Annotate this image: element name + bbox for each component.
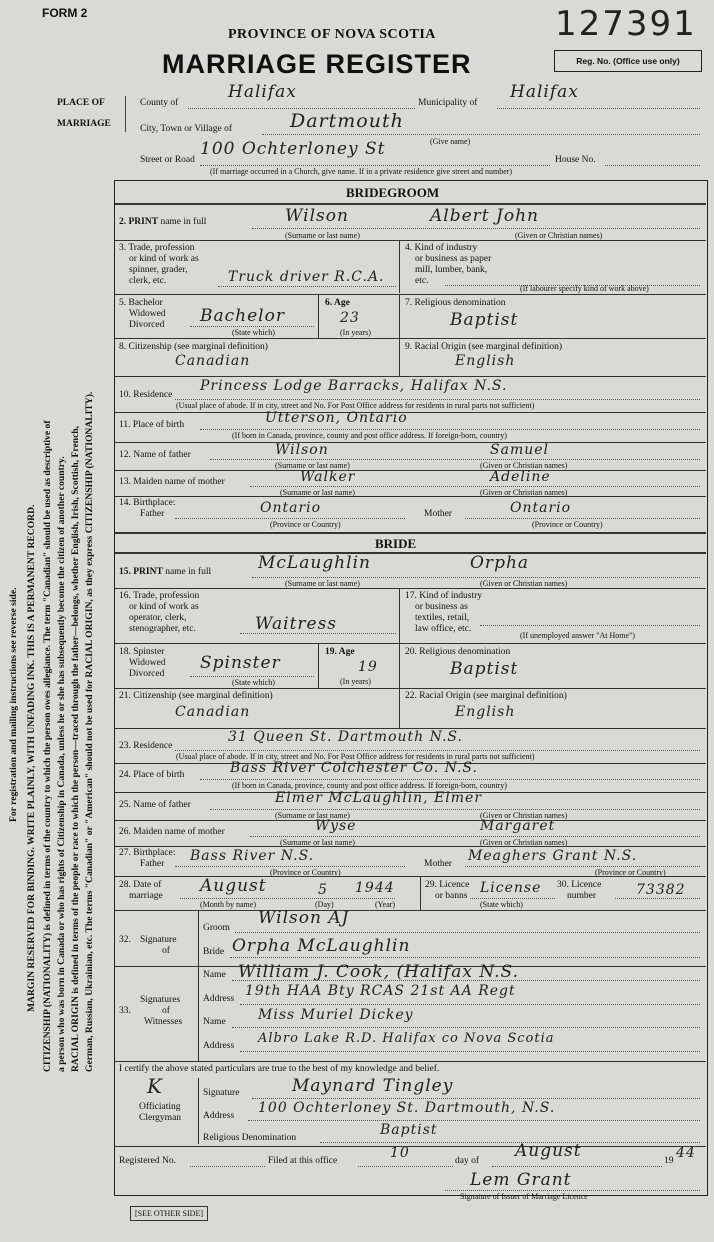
f20-label: 20. Religious denomination xyxy=(405,647,511,657)
side-text-6: German, Russian, Ukrainian, etc. The terms "Canadian" or "American" should not be used for RACIAL ORIGIN, as they express CITIZENSHIP (NATIONALITY). xyxy=(84,391,95,1072)
groom-mother-surname: Walker xyxy=(300,469,356,485)
f33-number: 33. xyxy=(119,1006,131,1016)
f9-label: 9. Racial Origin (see marginal definition) xyxy=(405,342,563,352)
bride-given-caption: (Given or Christian names) xyxy=(480,579,568,588)
form-number: FORM 2 xyxy=(42,6,88,20)
certify-text: I certify the above stated particulars are true to the best of my knowledge and belief. xyxy=(119,1064,440,1074)
bride-mother-birthplace: Meaghers Grant N.S. xyxy=(468,848,638,864)
f27-mother-caption: (Province or Country) xyxy=(595,868,666,877)
f14-father-word: Father xyxy=(140,509,165,519)
side-text-4: a person who was born in Canada or who has rights of Citizenship in Canada, unless he or she has subsequently become the citizen of another country. xyxy=(56,456,67,1072)
f23-caption: (Usual place of abode. If in city, street and No. For Post Office address for residents in rural parts not sufficient) xyxy=(176,752,535,761)
mother-surname-caption: (Surname or last name) xyxy=(280,488,355,497)
see-other-side: [SEE OTHER SIDE] xyxy=(130,1206,208,1221)
bride-surname: McLaughlin xyxy=(258,553,371,573)
groom-status: Bachelor xyxy=(200,306,285,326)
place-label: PLACE OF xyxy=(57,98,105,108)
bride-mother-given: Margaret xyxy=(480,818,556,834)
filed-month: August xyxy=(515,1141,582,1161)
w2-name-label: Name xyxy=(203,1017,226,1027)
filed-year: 44 xyxy=(676,1145,696,1161)
groom-surname: Wilson xyxy=(285,206,349,226)
age-caption: (In years) xyxy=(340,328,371,337)
f23-label: 23. Residence xyxy=(119,741,173,751)
f15-label: 15. PRINT name in full xyxy=(119,567,212,577)
f27-label: 27. Birthplace: xyxy=(119,848,176,858)
groom-residence: Princess Lodge Barracks, Halifax N.S. xyxy=(200,378,508,394)
f26-surname-caption: (Surname or last name) xyxy=(280,838,355,847)
f27-father-caption: (Province or Country) xyxy=(270,868,341,877)
f19-label: 19. Age xyxy=(325,647,355,657)
bride-age-caption: (In years) xyxy=(340,677,371,686)
f24-caption: (If born in Canada, province, county and post office address. If foreign-born, country) xyxy=(232,781,507,790)
bride-surname-caption: (Surname or last name) xyxy=(285,579,360,588)
f10-label: 10. Residence xyxy=(119,390,173,400)
clergy-label: Officiating Clergyman xyxy=(139,1102,182,1123)
bride-given: Orpha xyxy=(470,553,530,573)
f16-label: 16. Trade, profession or kind of work as operator, clerk, stenographer, etc. xyxy=(119,591,200,634)
clergy-address: 100 Ochterloney St. Dartmouth, N.S. xyxy=(258,1100,556,1116)
f14-mother-caption: (Province or Country) xyxy=(532,520,603,529)
surname-caption: (Surname or last name) xyxy=(285,231,360,240)
municipality-value: Halifax xyxy=(510,82,579,102)
f12-label: 12. Name of father xyxy=(119,450,191,460)
f27-mother-word: Mother xyxy=(424,859,452,869)
bride-father-birthplace: Bass River N.S. xyxy=(190,848,315,864)
give-name-caption: (Give name) xyxy=(430,137,471,146)
f29-caption: (State which) xyxy=(480,900,523,909)
stamp-number: 127391 xyxy=(555,4,697,44)
f13-label: 13. Maiden name of mother xyxy=(119,477,225,487)
side-text-1: For registration and mailing instructions see reverse side. xyxy=(8,587,19,822)
bridegroom-heading: BRIDEGROOM xyxy=(346,185,440,200)
father-surname-caption: (Surname or last name) xyxy=(275,461,350,470)
witness1-name: William J. Cook, (Halifax N.S. xyxy=(238,962,519,982)
page-title: MARRIAGE REGISTER xyxy=(162,49,472,79)
place-note: (If marriage occurred in a Church, give name. If in a private residence give street and number) xyxy=(210,167,513,176)
groom-signature: Wilson AJ xyxy=(258,908,350,928)
side-text-3: CITIZENSHIP (NATIONALITY) is defined in terms of the country to which the person owes allegiance. The term "Canadian" should be used as descriptive of xyxy=(42,420,53,1072)
city-value: Dartmouth xyxy=(290,110,404,132)
month-caption: (Month by name) xyxy=(200,900,256,909)
clergy-mark: K xyxy=(147,1074,163,1098)
marriage-day: 5 xyxy=(318,882,328,898)
groom-sig-label: Groom xyxy=(203,923,230,933)
bride-status-caption: (State which) xyxy=(232,678,275,687)
f17-caption: (If unemployed answer "At Home") xyxy=(520,631,635,640)
year-caption: (Year) xyxy=(375,900,396,909)
witness2-name: Miss Muriel Dickey xyxy=(258,1007,414,1023)
bride-heading: BRIDE xyxy=(375,536,417,551)
f18-label: 18. Spinster Widowed Divorced xyxy=(119,647,166,679)
bride-religion: Baptist xyxy=(450,659,519,679)
groom-birthplace: Utterson, Ontario xyxy=(265,410,408,426)
registered-no-label: Registered No. xyxy=(119,1156,176,1166)
f24-label: 24. Place of birth xyxy=(119,770,185,780)
f11-label: 11. Place of birth xyxy=(119,420,185,430)
f14-mother-word: Mother xyxy=(424,509,452,519)
witness1-address: 19th HAA Bty RCAS 21st AA Regt xyxy=(245,983,516,999)
clergy-address-label: Address xyxy=(203,1111,235,1121)
given-caption: (Given or Christian names) xyxy=(515,231,603,240)
filed-day: 10 xyxy=(390,1145,410,1161)
f7-label: 7. Religious denomination xyxy=(405,298,506,308)
f29-label: 29. Licence or banns xyxy=(425,880,470,901)
province-heading: PROVINCE OF NOVA SCOTIA xyxy=(228,27,436,42)
bride-father: Elmer McLaughlin, Elmer xyxy=(275,790,483,806)
municipality-label: Municipality of xyxy=(418,98,478,108)
marriage-label: MARRIAGE xyxy=(57,119,111,129)
bride-birthplace: Bass River Colchester Co. N.S. xyxy=(230,760,478,776)
f26-label: 26. Maiden name of mother xyxy=(119,827,225,837)
groom-citizenship: Canadian xyxy=(175,353,251,369)
f14-label: 14. Birthplace: xyxy=(119,498,176,508)
bride-mother-surname: Wyse xyxy=(315,818,357,834)
witness2-address: Albro Lake R.D. Halifax co Nova Scotia xyxy=(258,1031,555,1046)
f4-caption: (If labourer specify kind of work above) xyxy=(520,284,649,293)
groom-trade: Truck driver R.C.A. xyxy=(228,269,385,285)
f3-label: 3. Trade, profession or kind of work as spinner, grader, clerk, etc. xyxy=(119,243,199,286)
reg-number-box: Reg. No. (Office use only) xyxy=(554,50,702,72)
bride-status: Spinster xyxy=(200,653,281,673)
county-value: Halifax xyxy=(228,82,297,102)
w1-name-label: Name xyxy=(203,970,226,980)
bride-age: 19 xyxy=(358,659,378,675)
f14-father-caption: (Province or Country) xyxy=(270,520,341,529)
licence-number: 73382 xyxy=(636,882,686,898)
groom-mother-given: Adeline xyxy=(490,469,551,485)
f8-label: 8. Citizenship (see marginal definition) xyxy=(119,342,268,352)
f27-father-word: Father xyxy=(140,859,165,869)
year-prefix: 19 xyxy=(664,1156,674,1166)
f25-given-caption: (Given or Christian names) xyxy=(480,811,568,820)
groom-father-birthplace: Ontario xyxy=(260,500,322,516)
w1-address-label: Address xyxy=(203,994,235,1004)
mother-given-caption: (Given or Christian names) xyxy=(480,488,568,497)
f30-label: 30. Licence number xyxy=(557,880,602,901)
f2-label: 2. PRINT name in full xyxy=(119,217,207,227)
w2-address-label: Address xyxy=(203,1041,235,1051)
side-text-5: RACIAL ORIGIN is defined in terms of the people or race to which the person—traced through the father—belongs, whether English, Irish, Scottish, French, xyxy=(70,425,81,1072)
bride-sig-label: Bride xyxy=(203,947,225,957)
bride-trade: Waitress xyxy=(255,614,338,634)
f10-caption: (Usual place of abode. If in city, street and No. For Post Office address for residents in rural parts not sufficient) xyxy=(176,401,535,410)
bride-citizenship: Canadian xyxy=(175,704,251,720)
clergy-sig-label: Signature xyxy=(203,1088,240,1098)
f21-label: 21. Citizenship (see marginal definition) xyxy=(119,691,273,701)
status-caption: (State which) xyxy=(232,328,275,337)
f28-label: 28. Date of marriage xyxy=(119,880,163,901)
street-label: Street or Road xyxy=(140,155,195,165)
county-label: County of xyxy=(140,98,179,108)
street-value: 100 Ochterloney St xyxy=(200,139,386,159)
religious-denomination-label: Religious Denomination xyxy=(203,1133,297,1143)
filed-label: Filed at this office xyxy=(268,1156,338,1166)
groom-racial-origin: English xyxy=(455,353,516,369)
issuer-signature: Lem Grant xyxy=(470,1170,572,1190)
f11-caption: (If born in Canada, province, county and post office address. If foreign-born, country) xyxy=(232,431,507,440)
bride-signature: Orpha McLaughlin xyxy=(232,936,411,956)
f32-number: 32. xyxy=(119,935,131,945)
f17-label: 17. Kind of industry or business as textiles, retail, law office, etc. xyxy=(405,591,483,634)
f25-surname-caption: (Surname or last name) xyxy=(275,811,350,820)
bride-residence: 31 Queen St. Dartmouth N.S. xyxy=(228,729,463,745)
f25-label: 25. Name of father xyxy=(119,800,191,810)
clergy-signature: Maynard Tingley xyxy=(292,1076,454,1096)
licence-or-banns: License xyxy=(480,880,542,896)
groom-father-surname: Wilson xyxy=(275,442,329,458)
side-text-2: MARGIN RESERVED FOR BINDING. WRITE PLAINLY, WITH UNFADING INK. THIS IS A PERMANENT RECORD. xyxy=(26,504,37,1012)
groom-age: 23 xyxy=(340,310,360,326)
f22-label: 22. Racial Origin (see marginal definition) xyxy=(405,691,567,701)
groom-given: Albert John xyxy=(430,206,539,226)
day-of-label: day of xyxy=(455,1156,480,1166)
marriage-year: 1944 xyxy=(355,880,395,896)
house-label: House No. xyxy=(555,155,596,165)
f4-label: 4. Kind of industry or business as paper mill, lumber, bank, etc. xyxy=(405,243,492,286)
f5-label: 5. Bachelor Widowed Divorced xyxy=(119,298,166,330)
issuer-caption: Signature of Issuer of Marriage Licence xyxy=(460,1192,588,1201)
groom-mother-birthplace: Ontario xyxy=(510,500,572,516)
f32-label: Signature of xyxy=(140,935,177,956)
f26-given-caption: (Given or Christian names) xyxy=(480,838,568,847)
groom-religion: Baptist xyxy=(450,310,519,330)
groom-father-given: Samuel xyxy=(490,442,549,458)
father-given-caption: (Given or Christian names) xyxy=(480,461,568,470)
bride-racial-origin: English xyxy=(455,704,516,720)
clergy-denomination: Baptist xyxy=(380,1122,438,1138)
city-label: City, Town or Village of xyxy=(140,124,232,134)
f6-label: 6. Age xyxy=(325,298,350,308)
day-caption: (Day) xyxy=(315,900,334,909)
witness-label: Signatures of Witnesses xyxy=(140,995,183,1027)
marriage-month: August xyxy=(200,876,267,896)
